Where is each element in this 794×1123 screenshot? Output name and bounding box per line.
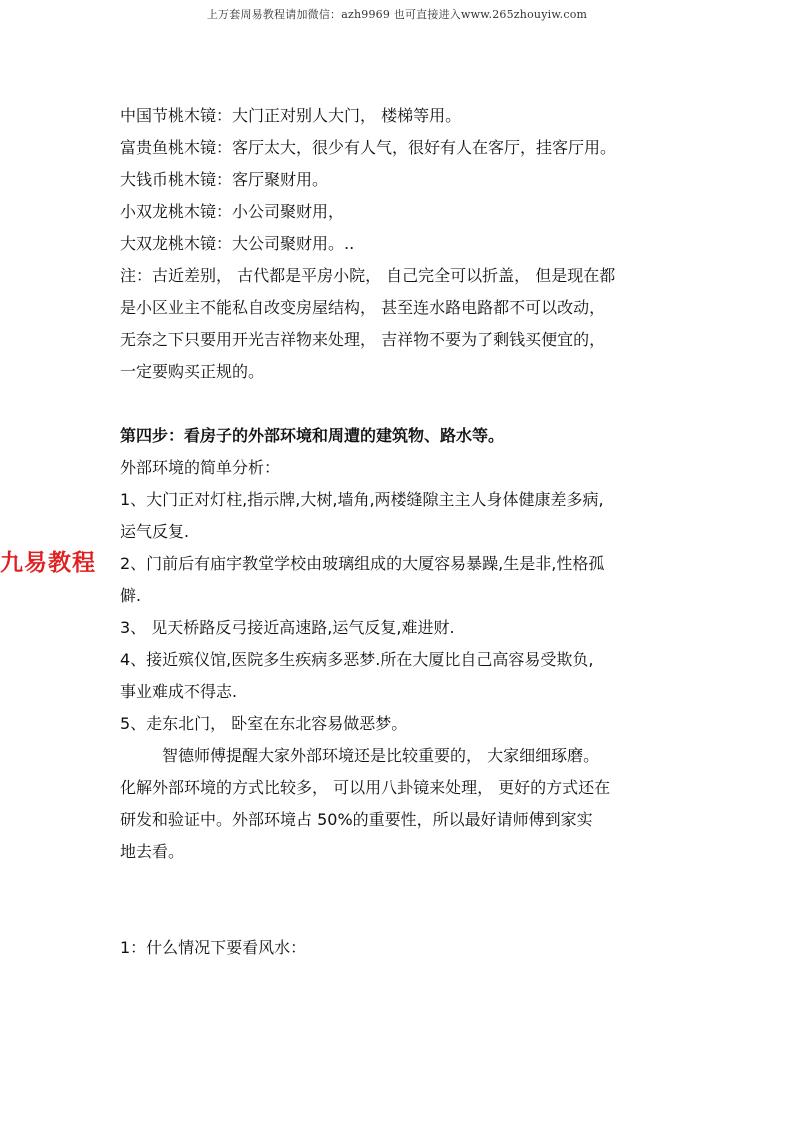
spacer — [120, 868, 680, 932]
paragraph-line: 大钱币桃木镜：客厅聚财用。 — [120, 170, 329, 189]
paragraph-line: 化解外部环境的方式比较多， 可以用八卦镜来处理， 更好的方式还在 — [120, 778, 611, 797]
list-item: 僻. — [120, 586, 142, 605]
paragraph-line: 是小区业主不能私自改变房屋结构， 甚至连水路电路都不可以改动， — [120, 298, 606, 317]
list-item: 1、大门正对灯柱,指示牌,大树,墙角,两楼缝隙主主人身体健康差多病, — [120, 490, 604, 509]
list-item: 4、接近殡仪馆,医院多生疾病多恶梦.所在大厦比自己高容易受欺负, — [120, 650, 594, 669]
paragraph-line: 无奈之下只要用开光吉祥物来处理， 吉祥物不要为了剩钱买便宜的， — [120, 330, 606, 349]
spacer — [120, 388, 680, 420]
paragraph-line: 大双龙桃木镜：大公司聚财用。.. — [120, 234, 355, 253]
paragraph-line: 智德师傅提醒大家外部环境还是比较重要的， 大家细细琢磨。 — [162, 746, 600, 765]
paragraph-line: 小双龙桃木镜：小公司聚财用， — [120, 202, 345, 221]
document-body — [120, 100, 680, 964]
paragraph-line: 外部环境的简单分析： — [120, 458, 281, 477]
list-item: 3、 见天桥路反弓接近高速路,运气反复,难进财. — [120, 618, 455, 637]
list-item: 2、门前后有庙宇教堂学校由玻璃组成的大厦容易暴躁,生是非,性格孤 — [120, 554, 605, 573]
list-item: 5、走东北门， 卧室在东北容易做恶梦。 — [120, 714, 408, 733]
paragraph-line: 1：什么情况下要看风水： — [120, 938, 307, 957]
paragraph-line: 研发和验证中。外部环境占 50%的重要性，所以最好请师傅到家实 — [120, 810, 593, 829]
paragraph-line: 注：古近差别， 古代都是平房小院， 自己完全可以折盖， 但是现在都 — [120, 266, 616, 285]
list-item: 事业难成不得志. — [120, 682, 238, 701]
paragraph-line: 富贵鱼桃木镜：客厅太大，很少有人气，很好有人在客厅，挂客厅用。 — [120, 138, 617, 157]
paragraph-line: 中国节桃木镜：大门正对别人大门， 楼梯等用。 — [120, 106, 462, 125]
paragraph-line: 地去看。 — [120, 842, 185, 861]
paragraph-line: 一定要购买正规的。 — [120, 362, 265, 381]
section-heading: 第四步：看房子的外部环境和周遭的建筑物、路水等。 — [120, 426, 505, 445]
side-stamp: 九易教程 — [0, 550, 96, 576]
header-watermark: 上万套周易教程请加微信：azh9969 也可直接进入www.265zhouyiw.com — [206, 8, 588, 21]
list-item: 运气反复. — [120, 522, 190, 541]
